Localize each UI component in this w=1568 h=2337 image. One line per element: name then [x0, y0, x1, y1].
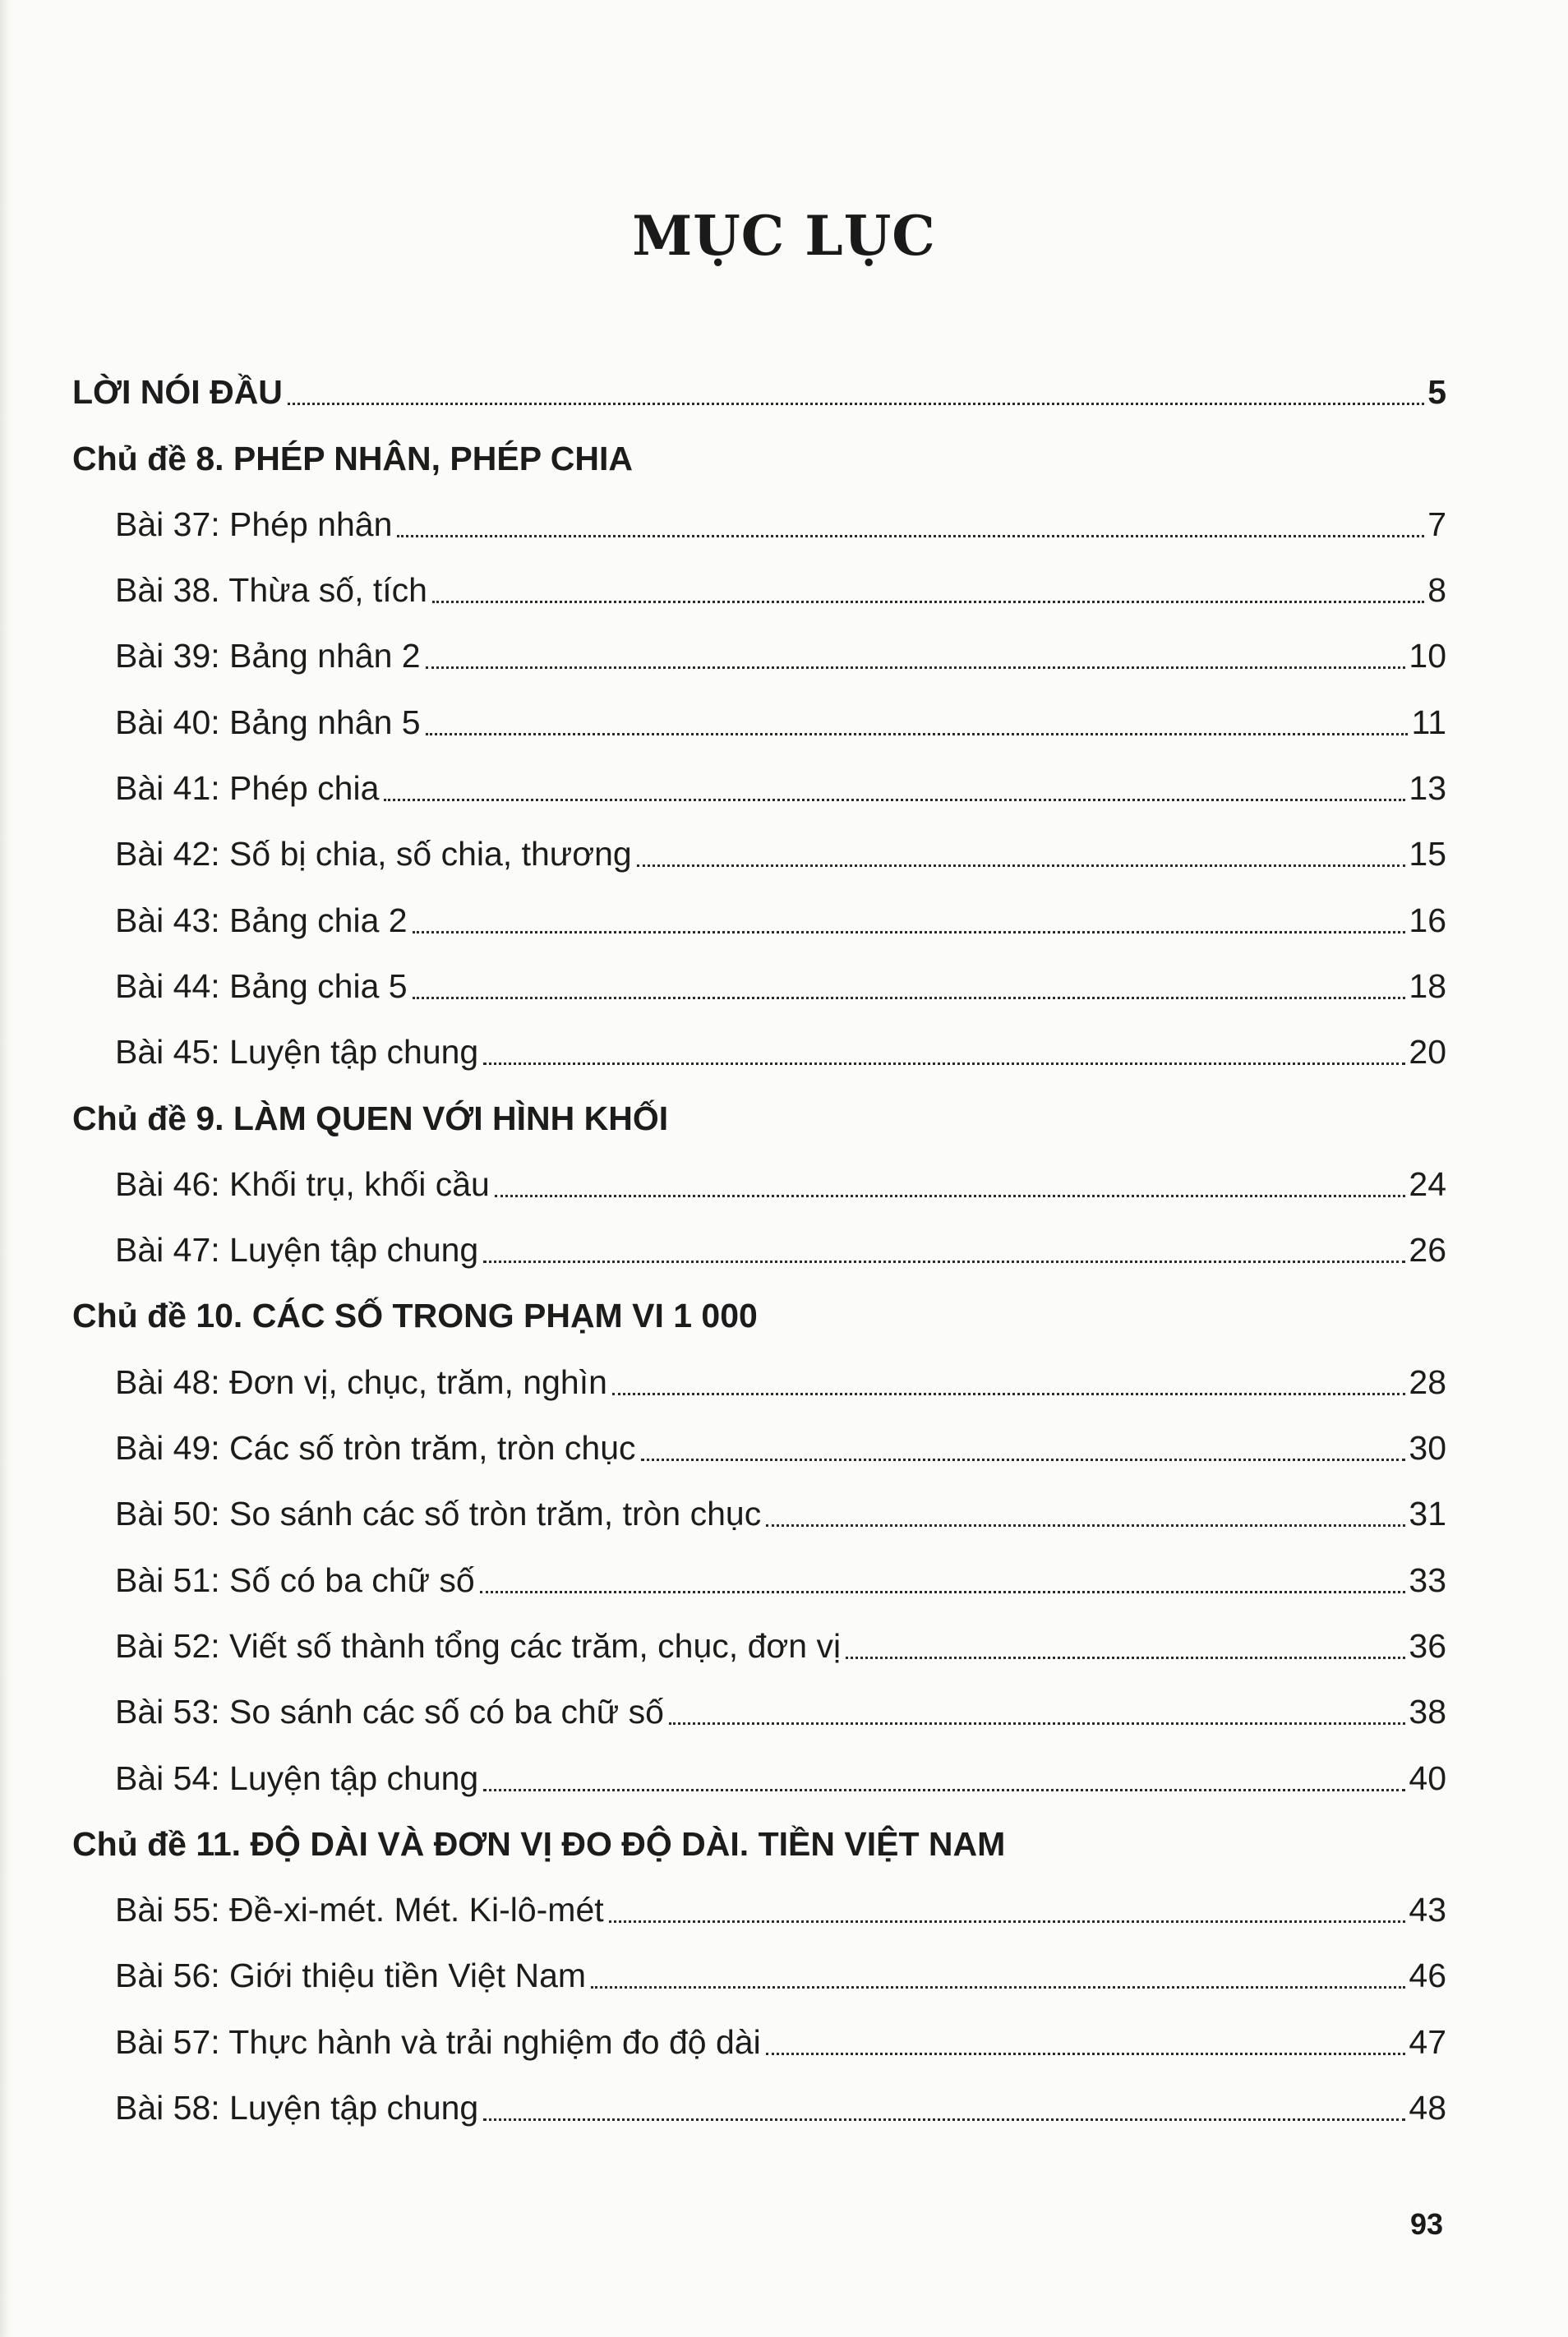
toc-lesson-entry [72, 619, 1446, 685]
toc-lesson-entry [72, 1675, 1446, 1740]
lesson-title: Bài 51: Số có ba chữ số [115, 1560, 475, 1599]
dot-leader [609, 1920, 1406, 1923]
toc-page-number: 46 [1409, 1957, 1446, 1995]
toc-topic-heading [72, 1807, 1446, 1873]
lesson-title: Bài 44: Bảng chia 5 [115, 966, 408, 1005]
toc-topic-heading [72, 1081, 1446, 1146]
toc-page-number: 31 [1409, 1495, 1446, 1533]
toc-topic-heading [72, 1279, 1446, 1344]
toc-lesson-entry [72, 487, 1446, 553]
toc-page-number: 47 [1409, 2022, 1446, 2061]
toc-page-number: 20 [1409, 1033, 1446, 1072]
lesson-title: Bài 55: Đề-xi-mét. Mét. Ki-lô-mét [115, 1891, 604, 1929]
lesson-title: Bài 38. Thừa số, tích [115, 571, 427, 610]
lesson-title: Bài 37: Phép nhân [115, 505, 393, 543]
dot-leader [426, 666, 1406, 669]
toc-page-number: 11 [1411, 703, 1446, 741]
dot-leader [495, 1195, 1406, 1197]
toc-page-number: 28 [1409, 1362, 1446, 1401]
toc-lesson-entry [72, 949, 1446, 1015]
toc-page-number: 8 [1427, 571, 1446, 610]
lesson-title: Bài 50: So sánh các số tròn trăm, tròn chục [115, 1495, 762, 1533]
lesson-title: Bài 39: Bảng nhân 2 [115, 637, 421, 675]
topic-title: Chủ đề 10. CÁC SỐ TRONG PHẠM VI 1 000 [72, 1297, 758, 1335]
topic-title: Chủ đề 9. LÀM QUEN VỚI HÌNH KHỐI [72, 1099, 669, 1137]
dot-leader [766, 2053, 1406, 2055]
toc-lesson-entry [72, 1740, 1446, 1806]
page-number: 93 [1409, 2207, 1443, 2241]
topic-title: Chủ đề 11. ĐỘ DÀI VÀ ĐƠN VỊ ĐO ĐỘ DÀI. TIỀN VIỆT NAM [72, 1824, 1006, 1863]
toc-lesson-entry [72, 1411, 1446, 1477]
toc-lesson-entry [72, 1147, 1446, 1213]
dot-leader [637, 864, 1406, 867]
dot-leader [480, 1591, 1406, 1593]
toc-lesson-entry [72, 751, 1446, 817]
dot-leader [426, 733, 1409, 735]
toc-lesson-entry [72, 817, 1446, 883]
dot-leader [288, 403, 1424, 405]
toc-page-number: 24 [1409, 1164, 1446, 1203]
toc-page-number: 18 [1409, 966, 1446, 1005]
toc-lesson-entry [72, 1609, 1446, 1675]
topic-title: LỜI NÓI ĐẦU [72, 373, 283, 412]
toc-lesson-entry [72, 1542, 1446, 1608]
lesson-title: Bài 46: Khối trụ, khối cầu [115, 1164, 490, 1203]
dot-leader [397, 535, 1424, 537]
dot-leader [766, 1524, 1405, 1527]
dot-leader [384, 799, 1405, 801]
page-binding-edge [0, 0, 12, 2337]
lesson-title: Bài 42: Số bị chia, số chia, thương [115, 835, 632, 873]
dot-leader [483, 1261, 1405, 1263]
toc-lesson-entry [72, 685, 1446, 750]
toc-page-number: 30 [1409, 1429, 1446, 1468]
lesson-title: Bài 49: Các số tròn trăm, tròn chục [115, 1429, 636, 1468]
dot-leader [669, 1722, 1405, 1725]
toc-page-number: 5 [1427, 373, 1446, 412]
dot-leader [483, 2118, 1405, 2121]
dot-leader [432, 601, 1424, 603]
lesson-title: Bài 40: Bảng nhân 5 [115, 703, 421, 741]
toc-page-number: 48 [1409, 2089, 1446, 2127]
lesson-title: Bài 47: Luyện tập chung [115, 1231, 479, 1270]
toc-page-number: 15 [1409, 835, 1446, 873]
toc-lesson-entry [72, 1213, 1446, 1279]
toc-lesson-entry [72, 553, 1446, 619]
lesson-title: Bài 54: Luyện tập chung [115, 1759, 479, 1797]
lesson-title: Bài 45: Luyện tập chung [115, 1033, 479, 1072]
toc-page-number: 36 [1409, 1626, 1446, 1665]
toc-page-number: 43 [1409, 1891, 1446, 1929]
toc-page-number: 33 [1409, 1560, 1446, 1599]
lesson-title: Bài 43: Bảng chia 2 [115, 901, 408, 939]
toc-page-number: 40 [1409, 1759, 1446, 1797]
toc-lesson-entry [72, 1015, 1446, 1081]
toc-topic-heading [72, 355, 1446, 421]
toc-lesson-entry [72, 1938, 1446, 2004]
lesson-title: Bài 41: Phép chia [115, 769, 380, 808]
dot-leader [483, 1789, 1405, 1791]
toc-lesson-entry [72, 883, 1446, 948]
toc-lesson-entry [72, 1873, 1446, 1938]
dot-leader [591, 1986, 1405, 1989]
toc-page-number: 13 [1409, 769, 1446, 808]
page-title: MỤC LỤC [632, 204, 936, 268]
toc-page-number: 16 [1409, 901, 1446, 939]
dot-leader [413, 997, 1406, 999]
toc-lesson-entry [72, 1477, 1446, 1542]
toc-page-number: 7 [1427, 505, 1446, 543]
topic-title: Chủ đề 8. PHÉP NHÂN, PHÉP CHIA [72, 439, 633, 477]
dot-leader [612, 1393, 1406, 1395]
dot-leader [641, 1459, 1406, 1461]
lesson-title: Bài 53: So sánh các số có ba chữ số [115, 1693, 664, 1731]
lesson-title: Bài 56: Giới thiệu tiền Việt Nam [115, 1957, 587, 1995]
lesson-title: Bài 58: Luyện tập chung [115, 2089, 479, 2127]
toc-page-number: 10 [1409, 637, 1446, 675]
toc-lesson-entry [72, 1344, 1446, 1410]
toc-page-number: 38 [1409, 1693, 1446, 1731]
lesson-title: Bài 52: Viết số thành tổng các trăm, chục, đơn vị [115, 1626, 842, 1665]
lesson-title: Bài 48: Đơn vị, chục, trăm, nghìn [115, 1362, 607, 1401]
dot-leader [413, 931, 1406, 933]
toc-topic-heading [72, 421, 1446, 486]
toc-lesson-entry [72, 2071, 1446, 2136]
lesson-title: Bài 57: Thực hành và trải nghiệm đo độ dài [115, 2022, 761, 2061]
dot-leader [846, 1657, 1405, 1659]
toc-lesson-entry [72, 2004, 1446, 2070]
toc-page-number: 26 [1409, 1231, 1446, 1270]
table-of-contents [72, 355, 1446, 2136]
dot-leader [483, 1062, 1405, 1065]
